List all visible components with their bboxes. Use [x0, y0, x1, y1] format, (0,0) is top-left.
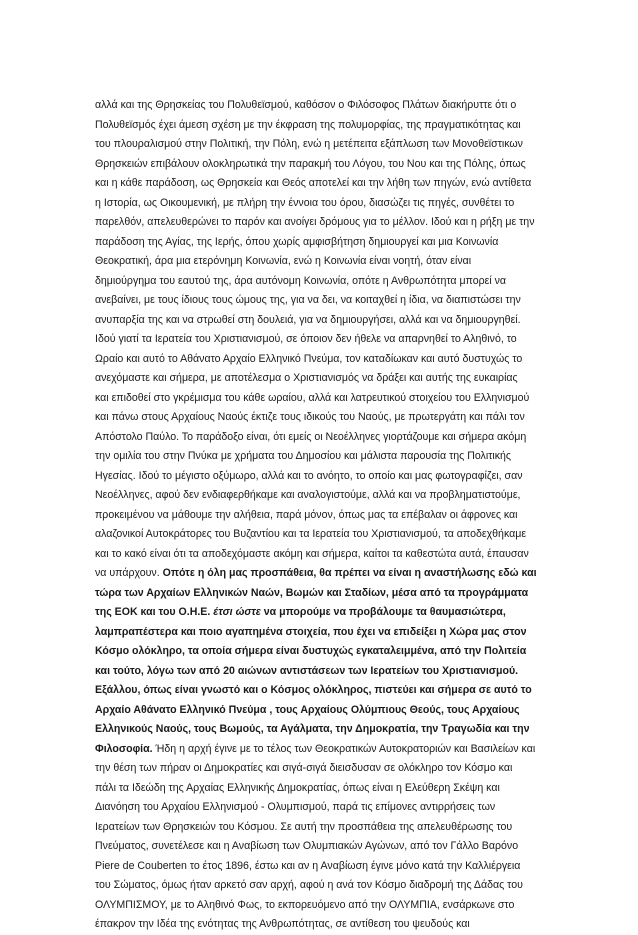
text-line [95, 252, 555, 272]
body-text [95, 96, 555, 935]
text-line [95, 564, 555, 584]
text-line [95, 272, 555, 292]
text-run: αλαζονικοί Αυτοκράτορες του Βυζαντίου και τα Ιερατεία του Χριστιανισμού, τα αποδεχθήκαμε [95, 528, 527, 540]
text-run: Ήδη η αρχή έγινε με το τέλος των Θεοκρατικών Αυτοκρατοριών και Βασιλείων και [155, 742, 536, 755]
text-run: η Ιστορία, ως Οικουμενική, με πλήρη την έννοια του όρου, διασώζει τις πηγές, συνθέτει το [95, 196, 515, 209]
text-line [95, 506, 555, 526]
text-line [95, 759, 555, 779]
text-line [95, 467, 555, 487]
text-line [95, 369, 555, 389]
text-line [95, 798, 555, 818]
text-line [95, 447, 555, 467]
text-run: του Σώματος, όμως ήταν αρκετό σαν αρχή, αφού η ανά τον Κόσμο διαδρομή της Δάδας του [95, 879, 523, 891]
text-run: της ΕΟΚ και του Ο.Η.Ε. [95, 606, 214, 618]
text-run: πάλι τα Ιδεώδη της Αρχαίας Ελληνικής Δημοκρατίας, όπως είναι η Ελεύθερη Σκέψη και [95, 781, 500, 794]
text-line [95, 857, 555, 877]
text-run: και το κακό είναι ότι τα αποδεχόμαστε ακόμη και σήμερα, καίτοι τα καθεστώτα αυτά, έπαυσαν [95, 547, 529, 560]
text-line [95, 194, 555, 214]
text-run: Φιλοσοφία. [95, 742, 156, 755]
text-line [95, 428, 555, 448]
text-run: Ωραίο και αυτό το Αθάνατο Αρχαίο Ελληνικό Πνεύμα, τον καταδίωκαν και αυτό δυστυχώς το [95, 352, 523, 365]
text-run: Πνεύματος, συνετέλεσε και η Αναβίωση των Ολυμπιακών Αγώνων, από τον Γάλλο Βαρόνο [95, 840, 519, 852]
text-run: Κόσμο ολόκληρο, τα οποία σήμερα είναι δυστυχώς εγκαταλειμμένα, από την Πολιτεία [95, 645, 527, 657]
text-run: Απόστολο Παύλο. Το παράδοξο είναι, ότι εμείς οι Νεοέλληνες γιορτάζουμε και σήμερα ακόμη [95, 430, 527, 443]
text-line [95, 174, 555, 194]
text-line [95, 779, 555, 799]
text-run: ανεβαίνει, με τους ίδιους τους ώμους της, για να δει, να κοιταχθεί η ίδια, να διαπιστώσει την [95, 294, 521, 306]
text-run: και πάνω στους Αρχαίους Ναούς έκτιζε τους ιδικούς του Ναούς, με πρωτεργάτη και πάλι τον [95, 411, 525, 423]
text-run: προκειμένου να μάθουμε την αλήθεια, παρά μόνον, όπως μας τα επέβαλαν οι άφρονες και [95, 508, 518, 521]
text-line [95, 681, 555, 701]
text-line [95, 876, 555, 896]
text-run: ΟΛΥΜΠΙΣΜΟΥ, με το Αληθινό Φως, το εκπορευόμενο από την ΟΛΥΜΠΙΑ, ενσάρκωνε στο [95, 898, 515, 911]
text-run: παρελθόν, απελευθερώνει το παρόν και ανοίγει δρόμους για το μέλλον. Ιδού και η ρήξη με την [95, 216, 535, 228]
text-line [95, 135, 555, 155]
text-line [95, 642, 555, 662]
text-line [95, 740, 555, 760]
text-line [95, 701, 555, 721]
text-run: Θρησκειών επιβάλουν ολοκληρωτικά την παρακμή του Λόγου, του Νου και της Πόλης, όπως [95, 157, 526, 170]
text-run: λαμπραπέστερα και ποιο αγαπημένα στοιχεία, που έχει να επιδείξει η Χώρα μας στον [95, 625, 527, 638]
text-run: αλλά και της Θρησκείας του Πολυθεϊσμού, καθόσον ο Φιλόσοφος Πλάτων διακήρυττε ότι ο [95, 99, 517, 111]
text-line [95, 96, 555, 116]
text-line [95, 603, 555, 623]
text-run: να μπορούμε να προβάλουμε τα θαυμασιώτερα, [260, 606, 506, 618]
text-run: Εξάλλου, όπως είναι γνωστό και ο Κόσμος ολόκληρος, πιστεύει και σήμερα σε αυτό το [95, 684, 532, 696]
text-run: Ηγεσίας. Ιδού το μέγιστο οξύμωρο, αλλά και το ανόητο, το οποίο και μας φωτογραφίζει, σαν [95, 469, 523, 482]
text-line [95, 486, 555, 506]
text-run: Ιδού γιατί τα Ιερατεία του Χριστιανισμού, σε όποιον δεν ήθελε να απαρνηθεί το Αληθινό, το [95, 333, 517, 345]
text-run: ανυπαρξία της και να στρωθεί στη δουλειά, για να δημιουργήσει, αλλά και να δημιουργηθεί. [95, 313, 521, 326]
text-line [95, 233, 555, 253]
text-line [95, 662, 555, 682]
text-line [95, 350, 555, 370]
text-run: και επιδοθεί στο γκρέμισμα του κάθε ωραίου, αλλά και λατρευτικού στοιχείου του Ελληνισμού [95, 391, 530, 404]
text-line [95, 213, 555, 233]
text-run: Ιερατείων των Θρησκειών του Κόσμου. Σε αυτή την προσπάθεια της απελευθέρωσης του [95, 820, 513, 833]
text-run: Διανόηση του Αρχαίου Ελληνισμού - Ολυμπισμού, παρά τις επίμονες αντιρρήσεις των [95, 801, 496, 813]
text-line [95, 837, 555, 857]
text-line [95, 311, 555, 331]
text-run: την θέση των πήραν οι Δημοκρατίες και σιγά-σιγά διεισδυσαν σε ολόκληρο τον Κόσμο και [95, 762, 513, 774]
text-line [95, 896, 555, 916]
text-line [95, 818, 555, 838]
text-run: παράδοση της Αγίας, της Ιερής, όπου χωρίς αμφισβήτηση δημιουργεί και μια Κοινωνία [95, 235, 499, 248]
text-line [95, 330, 555, 350]
text-run: Ελληνικούς Ναούς, τους Βωμούς, τα Αγάλματα, την Δημοκρατία, την Τραγωδία και την [95, 723, 530, 735]
text-run: Αρχαίο Αθάνατο Ελληνικό Πνεύμα , τους Αρχαίους Ολύμπιους Θεούς, τους Αρχαίους [95, 703, 520, 716]
text-line [95, 915, 555, 935]
text-run: Οπότε η όλη μας προσπάθεια, θα πρέπει να είναι η αναστήλωσης εδώ και [162, 567, 537, 579]
text-run: Πολυθεϊσμός έχει άμεση σχέση με την έκφραση της πολυμορφίας, της πραγματικότητας και [95, 118, 521, 131]
text-line [95, 720, 555, 740]
text-run: ανεχόμαστε και σήμερα, με αποτέλεσμα ο Χριστιανισμός να δράξει και αυτής της ευκαιρίας [95, 372, 518, 384]
text-line [95, 525, 555, 545]
text-line [95, 155, 555, 175]
text-run: έπακρον την Ιδέα της ενότητας της Ανθρωπότητας, σε αντίθεση του ψευδούς και [95, 918, 470, 930]
text-run: την ομιλία του στην Πνύκα με χρήματα του Δημοσίου και μάλιστα παρουσία της Πολιτικής [95, 450, 512, 462]
text-run: και τούτο, λόγω των από 20 αιώνων αντιστάσεων των Ιερατείων του Χριστιανισμού. [95, 664, 519, 677]
text-line [95, 623, 555, 643]
text-line [95, 116, 555, 136]
text-run: να υπάρχουν. [95, 567, 163, 579]
text-line [95, 291, 555, 311]
text-run: έτσι ώστε [213, 606, 261, 618]
text-line [95, 389, 555, 409]
text-line [95, 545, 555, 565]
text-run: του πλουραλισμού στην Πολιτική, την Πόλη, ενώ η μετέπειτα εξάπλωση των Μονοθεϊστικων [95, 138, 523, 150]
text-run: Θεοκρατική, άρα μια ετερόνημη Κοινωνία, ενώ η Κοινωνία είναι νοητή, όταν είναι [95, 255, 472, 267]
text-line [95, 584, 555, 604]
text-line [95, 408, 555, 428]
text-run: δημιούργημα του εαυτού της, άρα αυτόνομη Κοινωνία, οπότε η Ανθρωπότητα μπορεί να [95, 274, 507, 287]
text-run: και η κάθε παράδοση, ως Θρησκεία και Θεός αποτελεί και την λήθη των πηγών, ενώ αντίθετα [95, 177, 532, 189]
text-run: τώρα των Αρχαίων Ελληνικών Ναών, Βωμών και Σταδίων, μέσα από τα προγράμματα [95, 586, 529, 599]
text-run: Νεοέλληνες, αφού δεν ενδιαφερθήκαμε και αναλογιστούμε, αλλά και να προβληματιστούμε, [95, 489, 521, 501]
text-run: Piere de Couberten το έτος 1896, έστω και αν η Αναβίωση έγινε μόνο κατά την Καλλιέργεια [95, 859, 521, 872]
